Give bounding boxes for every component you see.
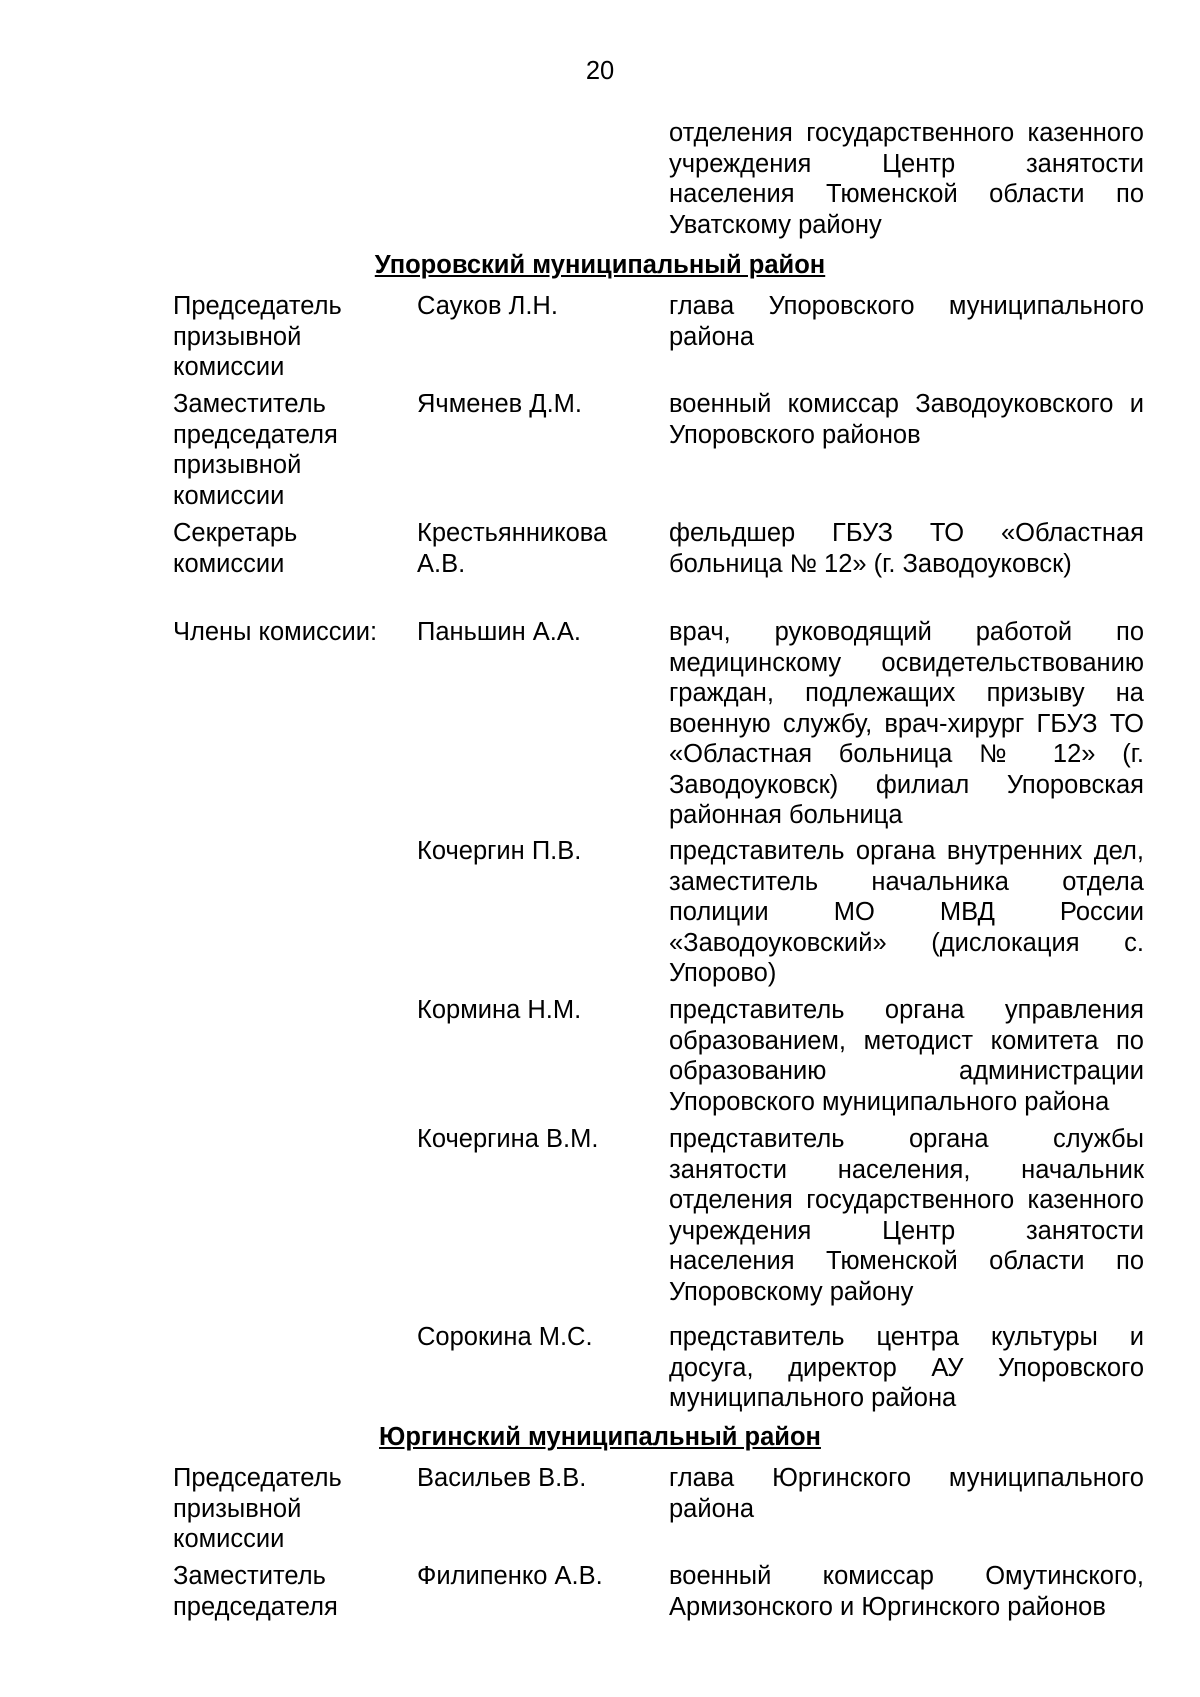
position-cell: глава Упоровского муниципального района <box>669 292 1144 351</box>
position-cell: представитель органа службы занятости населения, начальник отделения государственного казенного учреждения Центр занятости населения Тюменской области по Упоровскому району <box>669 1125 1144 1306</box>
position-cell: врач, руководящий работой по медицинскому освидетельствованию граждан, подлежащих призыву на военную службу, врач-хирург ГБУЗ ТО «Областная больница № 12» (г. Заводоуковск) филиал Упоровская районная больница <box>669 618 1144 829</box>
role-cell: Председатель призывной комиссии <box>173 1464 342 1553</box>
role-cell: Секретарь комиссии <box>173 519 298 578</box>
role-cell: Члены комиссии: <box>173 618 378 646</box>
name-cell: Васильев В.В. <box>417 1464 587 1492</box>
name-cell: Кочергина В.М. <box>417 1125 599 1153</box>
position-cell: представитель органа внутренних дел, заместитель начальника отдела полиции МО МВД России «Заводоуковский» (дислокация с. Упорово) <box>669 837 1144 987</box>
role-cell: Заместитель председателя призывной комиссии <box>173 390 338 510</box>
name-cell: Паньшин А.А. <box>417 618 581 646</box>
name-cell: Ячменев Д.М. <box>417 390 582 418</box>
name-cell: Кормина Н.М. <box>417 996 582 1024</box>
role-cell: Председатель призывной комиссии <box>173 292 342 381</box>
position-cell: представитель центра культуры и досуга, директор АУ Упоровского муниципального района <box>669 1323 1144 1412</box>
position-cell: фельдшер ГБУЗ ТО «Областная больница № 12» (г. Заводоуковск) <box>669 519 1144 578</box>
section-title-uporovsky: Упоровский муниципальный район <box>374 251 826 279</box>
position-cell: глава Юргинского муниципального района <box>669 1464 1144 1523</box>
continued-description: отделения государственного казенного учреждения Центр занятости населения Тюменской области по Уватскому району <box>669 119 1144 239</box>
name-cell: Крестьянникова А.В. <box>417 519 608 578</box>
role-cell: Заместитель председателя <box>173 1562 338 1621</box>
name-cell: Филипенко А.В. <box>417 1562 603 1590</box>
position-cell: представитель органа управления образованием, методист комитета по образованию администрации Упоровского муниципального района <box>669 996 1144 1116</box>
name-cell: Сорокина М.С. <box>417 1323 593 1351</box>
name-cell: Кочергин П.В. <box>417 837 582 865</box>
name-cell: Сауков Л.Н. <box>417 292 558 320</box>
position-cell: военный комиссар Заводоуковского и Упоровского районов <box>669 390 1144 449</box>
position-cell: военный комиссар Омутинского, Армизонского и Юргинского районов <box>669 1562 1144 1621</box>
section-title-yurginsky: Юргинский муниципальный район <box>379 1423 821 1451</box>
page-number: 20 <box>585 57 615 85</box>
